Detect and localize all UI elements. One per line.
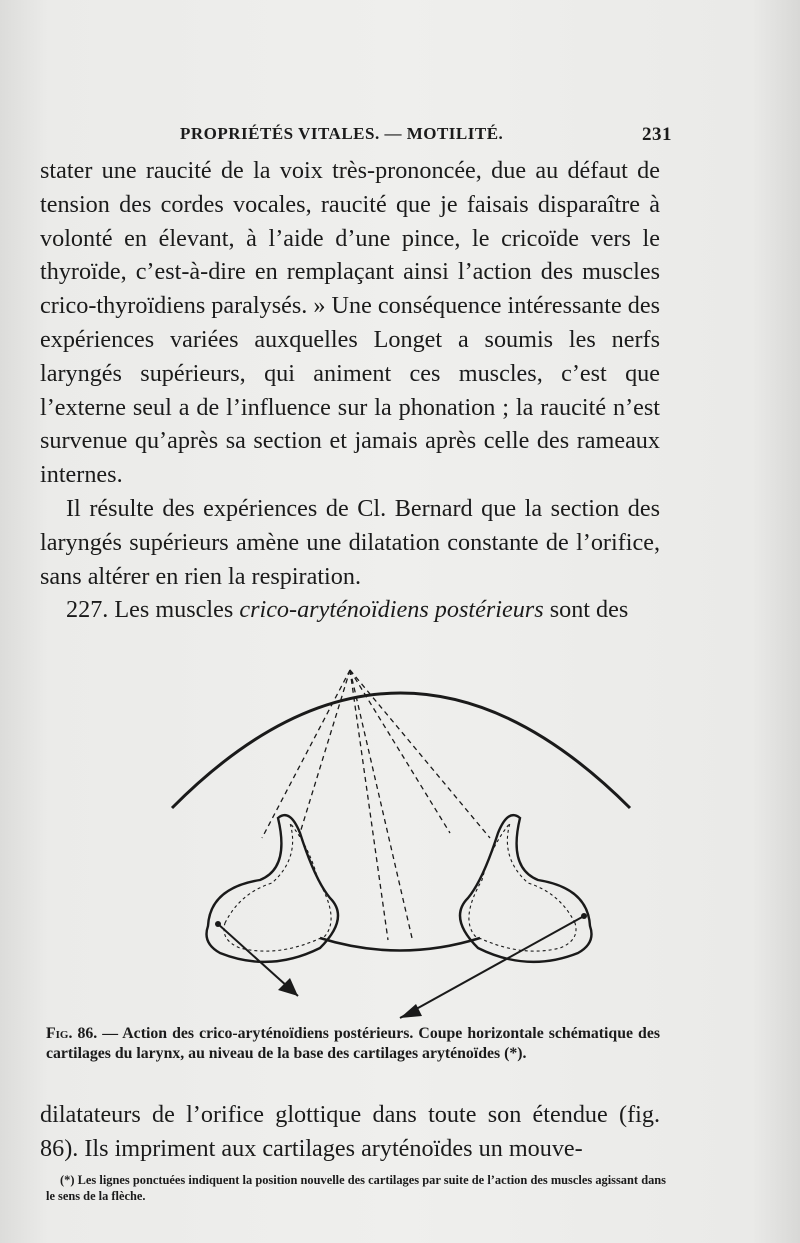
text-block-upper — [40, 154, 660, 627]
dashed-line — [350, 670, 388, 940]
section-term: crico-aryténoïdiens postérieurs — [239, 596, 544, 624]
figure-label: Fig. 86. — [46, 1025, 98, 1042]
dashed-line — [350, 670, 412, 938]
footnote — [46, 1172, 666, 1204]
text-block-lower — [40, 1098, 660, 1166]
section-number: 227. — [66, 596, 109, 624]
running-title: PROPRIÉTÉS VITALES. — MOTILITÉ. — [180, 124, 504, 143]
muscle-pull-arrow — [400, 916, 584, 1018]
section-tail: sont des — [549, 596, 629, 624]
paragraph: Il résulte des expériences de Cl. Bernard que la section des laryngés supérieurs amène une dilatation constante de l’orifice, sans altérer en rien la respiration. — [40, 494, 660, 590]
page-number: 231 — [642, 124, 672, 145]
left-arytenoid — [207, 815, 339, 962]
figure-caption-text: — Action des crico-aryténoïdiens postérieurs. Coupe horizontale schématique des cartilages du larynx, au niveau de la base des cartilages aryténoïdes (*). — [46, 1025, 660, 1062]
arrowhead — [400, 1004, 422, 1018]
figure-caption — [46, 1024, 660, 1064]
dashed-line — [262, 670, 350, 838]
paragraph: dilatateurs de l’orifice glottique dans toute son étendue (fig. 86). Ils impriment aux cartilages aryténoïdes un mouve- — [40, 1101, 660, 1162]
left-arytenoid-new-position — [224, 823, 331, 951]
section-lead: Les muscles — [114, 596, 234, 624]
cricoid-arc — [172, 693, 630, 808]
footnote-text: (*) Les lignes ponctuées indiquent la position nouvelle des cartilages par suite de l’action des muscles agissant dans le sens de la flèche. — [46, 1173, 666, 1203]
glottis-line — [320, 938, 480, 951]
paragraph: stater une raucité de la voix très-prononcée, due au défaut de tension des cordes vocales, raucité que je faisais disparaître à volonté en élevant, à l’aide d’une pince, le cricoïde vers le thyroïde, c’est-à-dire en remplaçant ainsi l’action des muscles crico-thyroïdiens paralysés. » Une conséquence intéressante des expériences variées auxquelles Longet a soumis les nerfs laryngés supérieurs, qui animent ces muscles, c’est que l’externe seul a de l’influence sur la phonation ; la raucité n’est survenue qu’après sa section et jamais après celle des rameaux internes. — [40, 157, 660, 489]
figure-86-diagram — [150, 618, 650, 1023]
